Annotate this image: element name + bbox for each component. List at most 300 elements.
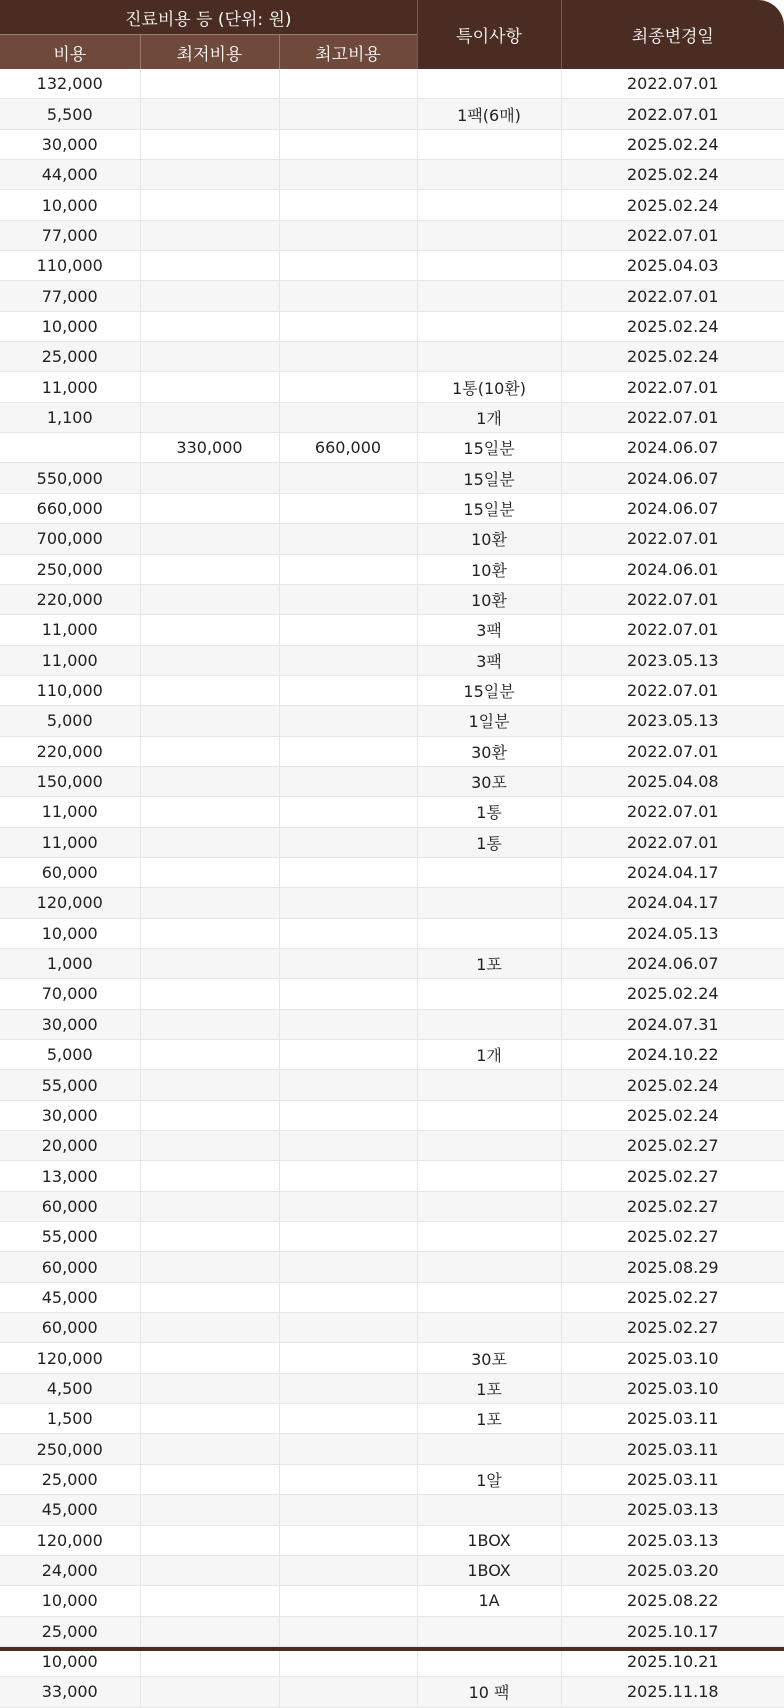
last-changed-cell: 2025.04.08 xyxy=(561,766,784,796)
note-cell: 30환 xyxy=(417,736,561,766)
cost-cell: 60,000 xyxy=(0,857,140,887)
note-cell xyxy=(417,918,561,948)
last-changed-cell: 2025.02.24 xyxy=(561,1070,784,1100)
min-cost-cell xyxy=(140,584,279,614)
table-row xyxy=(0,979,784,1009)
max-cost-cell xyxy=(279,1434,417,1464)
cost-cell: 11,000 xyxy=(0,645,140,675)
last-changed-cell: 2024.06.07 xyxy=(561,493,784,523)
cost-cell: 550,000 xyxy=(0,463,140,493)
table-header xyxy=(0,0,784,69)
max-cost-cell xyxy=(279,1252,417,1282)
max-cost-cell xyxy=(279,1464,417,1494)
table-row xyxy=(0,675,784,705)
note-cell xyxy=(417,160,561,190)
table-row xyxy=(0,524,784,554)
last-changed-cell: 2023.05.13 xyxy=(561,706,784,736)
cost-cell: 30,000 xyxy=(0,1100,140,1130)
cost-cell: 11,000 xyxy=(0,615,140,645)
note-cell xyxy=(417,888,561,918)
cost-cell: 10,000 xyxy=(0,311,140,341)
cost-cell: 45,000 xyxy=(0,1282,140,1312)
note-cell: 1통 xyxy=(417,827,561,857)
max-cost-cell xyxy=(279,1616,417,1646)
min-cost-cell xyxy=(140,1131,279,1161)
max-cost-cell xyxy=(279,524,417,554)
table-row xyxy=(0,918,784,948)
last-changed-cell: 2025.02.27 xyxy=(561,1313,784,1343)
max-cost-cell xyxy=(279,1404,417,1434)
table-row xyxy=(0,372,784,402)
min-cost-cell xyxy=(140,706,279,736)
max-cost-cell xyxy=(279,918,417,948)
note-cell xyxy=(417,281,561,311)
table-row xyxy=(0,584,784,614)
max-cost-cell xyxy=(279,1343,417,1373)
max-cost-cell xyxy=(279,463,417,493)
max-cost-cell xyxy=(279,827,417,857)
note-cell: 15일분 xyxy=(417,433,561,463)
max-cost-cell xyxy=(279,1161,417,1191)
note-cell: 1일분 xyxy=(417,706,561,736)
max-cost-cell xyxy=(279,1009,417,1039)
last-changed-cell: 2025.08.29 xyxy=(561,1252,784,1282)
table-row xyxy=(0,281,784,311)
last-changed-cell: 2022.07.01 xyxy=(561,797,784,827)
last-changed-cell: 2025.03.13 xyxy=(561,1495,784,1525)
max-cost-cell xyxy=(279,1555,417,1585)
note-cell: 10환 xyxy=(417,584,561,614)
min-cost-cell xyxy=(140,1313,279,1343)
cost-cell: 55,000 xyxy=(0,1222,140,1252)
last-changed-cell: 2025.02.24 xyxy=(561,979,784,1009)
cost-cell: 60,000 xyxy=(0,1191,140,1221)
table-row xyxy=(0,402,784,432)
last-changed-cell: 2024.04.17 xyxy=(561,888,784,918)
table-row xyxy=(0,948,784,978)
min-cost-cell xyxy=(140,251,279,281)
cost-cell: 33,000 xyxy=(0,1677,140,1707)
max-cost-cell xyxy=(279,1070,417,1100)
max-cost-cell xyxy=(279,615,417,645)
note-cell xyxy=(417,1100,561,1130)
cost-cell: 10,000 xyxy=(0,1586,140,1616)
min-cost-cell xyxy=(140,1525,279,1555)
note-cell xyxy=(417,69,561,99)
note-cell xyxy=(417,1070,561,1100)
table-row xyxy=(0,857,784,887)
table-row xyxy=(0,1555,784,1585)
note-cell xyxy=(417,1252,561,1282)
table-row xyxy=(0,1586,784,1616)
table-row xyxy=(0,1131,784,1161)
note-cell: 1알 xyxy=(417,1464,561,1494)
cost-cell: 77,000 xyxy=(0,281,140,311)
table-bottom-border xyxy=(0,1647,784,1651)
cost-cell: 10,000 xyxy=(0,1646,140,1676)
last-changed-cell: 2024.06.07 xyxy=(561,433,784,463)
last-changed-cell: 2024.04.17 xyxy=(561,857,784,887)
last-changed-cell: 2025.02.24 xyxy=(561,160,784,190)
max-cost-cell xyxy=(279,69,417,99)
last-changed-cell: 2024.10.22 xyxy=(561,1040,784,1070)
note-cell: 3팩 xyxy=(417,615,561,645)
table-row xyxy=(0,1525,784,1555)
cost-cell: 250,000 xyxy=(0,1434,140,1464)
max-cost-cell xyxy=(279,888,417,918)
min-cost-cell xyxy=(140,1434,279,1464)
max-cost-cell xyxy=(279,493,417,523)
cost-cell: 5,500 xyxy=(0,99,140,129)
note-cell: 1개 xyxy=(417,1040,561,1070)
max-cost-cell xyxy=(279,645,417,675)
table-row xyxy=(0,1343,784,1373)
table-row xyxy=(0,1434,784,1464)
cost-cell: 132,000 xyxy=(0,69,140,99)
table-row xyxy=(0,827,784,857)
min-cost-cell xyxy=(140,311,279,341)
min-cost-cell xyxy=(140,1555,279,1585)
min-cost-cell xyxy=(140,1586,279,1616)
cost-cell: 30,000 xyxy=(0,129,140,159)
table-row xyxy=(0,1313,784,1343)
cost-cell: 120,000 xyxy=(0,1525,140,1555)
min-cost-cell xyxy=(140,1677,279,1707)
max-cost-cell xyxy=(279,99,417,129)
note-cell: 10 팩 xyxy=(417,1677,561,1707)
cost-cell: 4,500 xyxy=(0,1373,140,1403)
last-changed-cell: 2025.04.03 xyxy=(561,251,784,281)
note-cell: 30포 xyxy=(417,766,561,796)
max-cost-cell xyxy=(279,1282,417,1312)
last-changed-cell: 2025.02.24 xyxy=(561,311,784,341)
table-row xyxy=(0,1464,784,1494)
table-row xyxy=(0,554,784,584)
table-row xyxy=(0,1040,784,1070)
last-changed-cell: 2025.02.24 xyxy=(561,190,784,220)
cost-cell: 10,000 xyxy=(0,190,140,220)
last-changed-cell: 2025.02.24 xyxy=(561,342,784,372)
cost-cell: 10,000 xyxy=(0,918,140,948)
note-cell xyxy=(417,1616,561,1646)
note-cell: 1BOX xyxy=(417,1555,561,1585)
note-cell: 1통 xyxy=(417,797,561,827)
max-cost-cell xyxy=(279,160,417,190)
note-cell: 1포 xyxy=(417,1404,561,1434)
max-cost-cell xyxy=(279,1040,417,1070)
cost-cell: 1,500 xyxy=(0,1404,140,1434)
min-cost-cell xyxy=(140,1343,279,1373)
note-cell xyxy=(417,342,561,372)
min-cost-cell xyxy=(140,372,279,402)
max-cost-cell xyxy=(279,1495,417,1525)
max-cost-cell xyxy=(279,1677,417,1707)
last-changed-cell: 2022.07.01 xyxy=(561,69,784,99)
note-cell xyxy=(417,1131,561,1161)
cost-cell: 660,000 xyxy=(0,493,140,523)
table-row xyxy=(0,220,784,250)
min-cost-cell: 330,000 xyxy=(140,433,279,463)
max-cost-cell xyxy=(279,1525,417,1555)
cost-cell: 150,000 xyxy=(0,766,140,796)
max-cost-cell xyxy=(279,554,417,584)
cost-cell: 13,000 xyxy=(0,1161,140,1191)
min-cost-cell xyxy=(140,1252,279,1282)
note-cell: 1통(10환) xyxy=(417,372,561,402)
min-cost-cell xyxy=(140,129,279,159)
last-changed-cell: 2024.06.07 xyxy=(561,948,784,978)
max-cost-cell xyxy=(279,797,417,827)
last-changed-cell: 2025.03.10 xyxy=(561,1343,784,1373)
last-changed-cell: 2025.02.27 xyxy=(561,1222,784,1252)
last-changed-cell: 2025.03.20 xyxy=(561,1555,784,1585)
note-cell: 1BOX xyxy=(417,1525,561,1555)
note-cell xyxy=(417,1191,561,1221)
cost-cell: 60,000 xyxy=(0,1313,140,1343)
table-row xyxy=(0,797,784,827)
min-cost-cell xyxy=(140,69,279,99)
last-changed-cell: 2024.06.07 xyxy=(561,463,784,493)
max-cost-cell xyxy=(279,251,417,281)
note-cell: 15일분 xyxy=(417,675,561,705)
last-changed-cell: 2025.08.22 xyxy=(561,1586,784,1616)
min-cost-cell xyxy=(140,888,279,918)
max-cost-cell xyxy=(279,706,417,736)
max-cost-cell xyxy=(279,402,417,432)
note-cell: 1개 xyxy=(417,402,561,432)
table-row xyxy=(0,1404,784,1434)
max-cost-cell xyxy=(279,1131,417,1161)
min-cost-cell xyxy=(140,857,279,887)
table-row xyxy=(0,99,784,129)
last-changed-cell: 2025.03.11 xyxy=(561,1464,784,1494)
max-cost-cell xyxy=(279,736,417,766)
min-cost-cell xyxy=(140,1282,279,1312)
note-cell xyxy=(417,220,561,250)
table-row xyxy=(0,129,784,159)
min-cost-cell xyxy=(140,160,279,190)
max-cost-cell xyxy=(279,857,417,887)
table-row xyxy=(0,160,784,190)
table-row xyxy=(0,463,784,493)
last-changed-cell: 2022.07.01 xyxy=(561,615,784,645)
table-row xyxy=(0,888,784,918)
note-cell xyxy=(417,1282,561,1312)
min-cost-cell xyxy=(140,1616,279,1646)
last-changed-cell: 2024.05.13 xyxy=(561,918,784,948)
cost-cell: 25,000 xyxy=(0,1616,140,1646)
note-cell: 30포 xyxy=(417,1343,561,1373)
last-changed-cell: 2022.07.01 xyxy=(561,827,784,857)
max-cost-cell: 660,000 xyxy=(279,433,417,463)
table-row xyxy=(0,1161,784,1191)
max-cost-cell xyxy=(279,190,417,220)
max-cost-cell xyxy=(279,1100,417,1130)
max-cost-cell xyxy=(279,1222,417,1252)
min-cost-cell xyxy=(140,1404,279,1434)
min-cost-cell xyxy=(140,1222,279,1252)
note-cell: 1팩(6매) xyxy=(417,99,561,129)
note-cell: 3팩 xyxy=(417,645,561,675)
max-cost-cell xyxy=(279,584,417,614)
min-cost-cell xyxy=(140,1009,279,1039)
max-cost-cell xyxy=(279,948,417,978)
cost-cell: 55,000 xyxy=(0,1070,140,1100)
last-changed-cell: 2025.02.27 xyxy=(561,1191,784,1221)
cost-cell: 110,000 xyxy=(0,251,140,281)
min-cost-cell xyxy=(140,1495,279,1525)
cost-cell: 110,000 xyxy=(0,675,140,705)
last-changed-cell: 2024.07.31 xyxy=(561,1009,784,1039)
cost-cell: 120,000 xyxy=(0,1343,140,1373)
note-cell xyxy=(417,1009,561,1039)
last-changed-cell: 2025.02.24 xyxy=(561,1100,784,1130)
last-changed-cell: 2023.05.13 xyxy=(561,645,784,675)
last-changed-cell: 2025.11.18 xyxy=(561,1677,784,1707)
min-cost-cell xyxy=(140,766,279,796)
table-row xyxy=(0,1252,784,1282)
cost-cell: 60,000 xyxy=(0,1252,140,1282)
last-changed-cell: 2025.02.27 xyxy=(561,1161,784,1191)
table-row xyxy=(0,1009,784,1039)
note-cell: 15일분 xyxy=(417,493,561,523)
note-cell xyxy=(417,190,561,220)
max-cost-cell xyxy=(279,1313,417,1343)
note-cell: 10환 xyxy=(417,524,561,554)
cost-cell xyxy=(0,433,140,463)
last-changed-cell: 2025.03.10 xyxy=(561,1373,784,1403)
cost-cell: 24,000 xyxy=(0,1555,140,1585)
note-cell xyxy=(417,979,561,1009)
min-cost-cell xyxy=(140,1100,279,1130)
last-changed-cell: 2022.07.01 xyxy=(561,281,784,311)
last-changed-cell: 2025.02.24 xyxy=(561,129,784,159)
note-cell: 1포 xyxy=(417,948,561,978)
min-cost-header: 최저비용 xyxy=(140,35,279,70)
cost-header: 비용 xyxy=(0,35,140,70)
max-cost-cell xyxy=(279,220,417,250)
cost-cell: 44,000 xyxy=(0,160,140,190)
note-cell xyxy=(417,311,561,341)
min-cost-cell xyxy=(140,402,279,432)
min-cost-cell xyxy=(140,1040,279,1070)
cost-cell: 11,000 xyxy=(0,827,140,857)
cost-cell: 77,000 xyxy=(0,220,140,250)
min-cost-cell xyxy=(140,463,279,493)
cost-cell: 220,000 xyxy=(0,584,140,614)
table-row xyxy=(0,1677,784,1707)
max-cost-cell xyxy=(279,311,417,341)
cost-cell: 20,000 xyxy=(0,1131,140,1161)
min-cost-cell xyxy=(140,948,279,978)
note-cell xyxy=(417,1313,561,1343)
min-cost-cell xyxy=(140,675,279,705)
table-row xyxy=(0,1100,784,1130)
note-cell: 10환 xyxy=(417,554,561,584)
note-cell: 1A xyxy=(417,1586,561,1616)
max-cost-cell xyxy=(279,129,417,159)
cost-cell: 1,000 xyxy=(0,948,140,978)
max-cost-cell xyxy=(279,1191,417,1221)
cost-cell: 120,000 xyxy=(0,888,140,918)
cost-cell: 5,000 xyxy=(0,1040,140,1070)
max-cost-cell xyxy=(279,342,417,372)
min-cost-cell xyxy=(140,736,279,766)
last-changed-cell: 2025.02.27 xyxy=(561,1131,784,1161)
note-cell xyxy=(417,1222,561,1252)
min-cost-cell xyxy=(140,645,279,675)
max-cost-cell xyxy=(279,1373,417,1403)
max-cost-cell xyxy=(279,675,417,705)
min-cost-cell xyxy=(140,918,279,948)
cost-cell: 700,000 xyxy=(0,524,140,554)
note-cell xyxy=(417,857,561,887)
min-cost-cell xyxy=(140,1191,279,1221)
table-row xyxy=(0,1191,784,1221)
last-changed-cell: 2025.02.27 xyxy=(561,1282,784,1312)
table-row xyxy=(0,433,784,463)
cost-cell: 11,000 xyxy=(0,797,140,827)
cost-cell: 25,000 xyxy=(0,342,140,372)
last-changed-cell: 2022.07.01 xyxy=(561,524,784,554)
cost-cell: 70,000 xyxy=(0,979,140,1009)
note-cell xyxy=(417,1161,561,1191)
note-cell xyxy=(417,251,561,281)
max-cost-cell xyxy=(279,281,417,311)
min-cost-cell xyxy=(140,979,279,1009)
min-cost-cell xyxy=(140,99,279,129)
cost-group-header: 진료비용 등 (단위: 원) xyxy=(0,0,417,35)
last-changed-cell: 2022.07.01 xyxy=(561,584,784,614)
table-row xyxy=(0,1495,784,1525)
min-cost-cell xyxy=(140,220,279,250)
table-row xyxy=(0,1373,784,1403)
table-row xyxy=(0,736,784,766)
table-row xyxy=(0,706,784,736)
table-row xyxy=(0,645,784,675)
last-changed-cell: 2022.07.01 xyxy=(561,372,784,402)
max-cost-header: 최고비용 xyxy=(279,35,417,70)
table-row xyxy=(0,251,784,281)
min-cost-cell xyxy=(140,493,279,523)
cost-cell: 250,000 xyxy=(0,554,140,584)
cost-cell: 5,000 xyxy=(0,706,140,736)
note-cell xyxy=(417,1495,561,1525)
table-row xyxy=(0,1616,784,1646)
table-row xyxy=(0,493,784,523)
min-cost-cell xyxy=(140,615,279,645)
table-row xyxy=(0,766,784,796)
note-cell xyxy=(417,1434,561,1464)
table-row xyxy=(0,1070,784,1100)
last-changed-cell: 2022.07.01 xyxy=(561,99,784,129)
note-cell: 1포 xyxy=(417,1373,561,1403)
table-row xyxy=(0,1222,784,1252)
note-cell xyxy=(417,129,561,159)
min-cost-cell xyxy=(140,797,279,827)
last-changed-cell: 2022.07.01 xyxy=(561,220,784,250)
last-changed-cell: 2024.06.01 xyxy=(561,554,784,584)
table-row xyxy=(0,311,784,341)
cost-cell: 25,000 xyxy=(0,1464,140,1494)
table-row xyxy=(0,69,784,99)
last-changed-cell: 2022.07.01 xyxy=(561,402,784,432)
last-changed-cell: 2025.10.21 xyxy=(561,1646,784,1676)
max-cost-cell xyxy=(279,372,417,402)
min-cost-cell xyxy=(140,554,279,584)
notes-header: 특이사항 xyxy=(417,0,561,69)
min-cost-cell xyxy=(140,281,279,311)
